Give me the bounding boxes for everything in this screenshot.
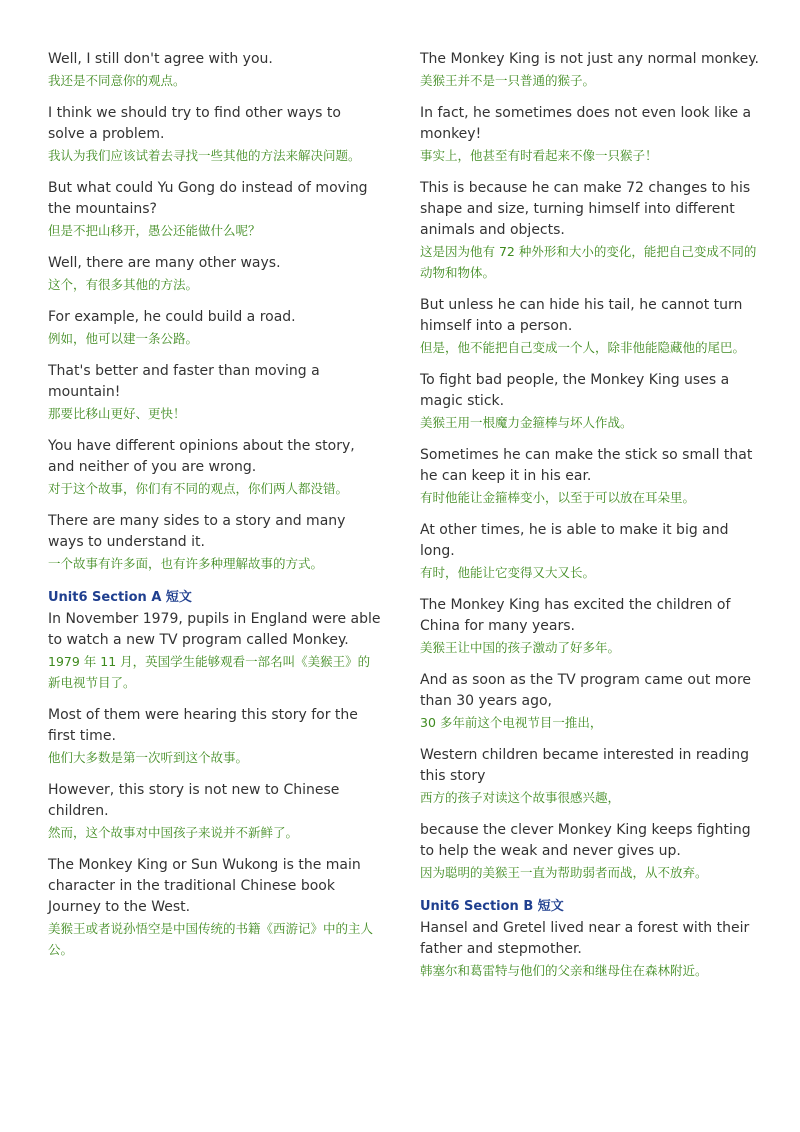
english-sentence: There are many sides to a story and many ways to understand it. [48,513,346,550]
sentence-pair [48,436,382,499]
sentence-pair [420,595,760,658]
chinese-translation: 美猴王并不是一只普通的猴子。 [420,73,596,88]
sentence-pair [420,370,760,433]
sentence-pair [48,253,382,295]
chinese-translation: 这是因为他有 72 种外形和大小的变化，能把自己变成不同的动物和物体。 [420,244,757,280]
english-sentence: And as soon as the TV program came out more than 30 years ago, [420,672,752,709]
english-sentence: Most of them were hearing this story for the first time. [48,707,358,744]
sentence-pair [48,361,382,424]
english-sentence: The Monkey King or Sun Wukong is the main character in the traditional Chinese book Journey to the West. [48,857,361,915]
sentence-pair [420,745,760,808]
english-sentence: The Monkey King has excited the children of China for many years. [420,597,731,634]
chinese-translation: 西方的孩子对读这个故事很感兴趣， [420,790,621,805]
sentence-pair [48,855,382,960]
chinese-translation: 韩塞尔和葛雷特与他们的父亲和继母住在森林附近。 [420,963,708,978]
sentence-pair [48,609,382,693]
left-column [48,49,382,1132]
chinese-translation: 美猴王用一根魔力金箍棒与坏人作战。 [420,415,633,430]
right-pairs-1 [420,49,760,895]
sentence-pair [420,918,760,981]
right-pairs-2 [420,918,760,993]
chinese-translation: 那要比移山更好、更快！ [48,406,186,421]
chinese-translation: 有时他能让金箍棒变小，以至于可以放在耳朵里。 [420,490,696,505]
chinese-translation: 对于这个故事，你们有不同的观点，你们两人都没错。 [48,481,349,496]
sentence-pair [420,295,760,358]
sentence-pair [420,49,760,91]
chinese-translation: 美猴王让中国的孩子激动了好多年。 [420,640,621,655]
sentence-pair [48,49,382,91]
right-column [420,49,760,1132]
chinese-translation: 30 多年前这个电视节目一推出， [420,715,603,730]
english-sentence: because the clever Monkey King keeps fighting to help the weak and never gives up. [420,822,751,859]
sentence-pair [420,103,760,166]
chinese-translation: 这个，有很多其他的方法。 [48,277,199,292]
english-sentence: You have different opinions about the story, and neither of you are wrong. [48,438,355,475]
sentence-pair [48,178,382,241]
section-heading-unit6-a: Unit6 Section A 短文 [48,590,192,605]
english-sentence: Western children became interested in reading this story [420,747,750,784]
sentence-pair [48,511,382,574]
english-sentence: For example, he could build a road. [48,309,296,325]
english-sentence: That's better and faster than moving a mountain! [48,363,320,400]
english-sentence: But what could Yu Gong do instead of moving the mountains? [48,180,368,217]
english-sentence: Well, there are many other ways. [48,255,281,271]
chinese-translation: 1979 年 11 月，英国学生能够观看一部名叫《美猴王》的新电视节目了。 [48,654,371,690]
chinese-translation: 他们大多数是第一次听到这个故事。 [48,750,249,765]
chinese-translation: 然而，这个故事对中国孩子来说并不新鲜了。 [48,825,299,840]
sentence-pair [420,520,760,583]
section-heading-unit6-b: Unit6 Section B 短文 [420,899,564,914]
english-sentence: Well, I still don't agree with you. [48,51,273,67]
english-sentence: In November 1979, pupils in England were able to watch a new TV program called Monkey. [48,611,381,648]
chinese-translation: 美猴王或者说孙悟空是中国传统的书籍《西游记》中的主人公。 [48,921,374,957]
chinese-translation: 因为聪明的美猴王一直为帮助弱者而战，从不放弃。 [420,865,708,880]
chinese-translation: 例如，他可以建一条公路。 [48,331,199,346]
chinese-translation: 我认为我们应该试着去寻找一些其他的方法来解决问题。 [48,148,361,163]
sentence-pair [48,780,382,843]
sentence-pair [48,307,382,349]
chinese-translation: 我还是不同意你的观点。 [48,73,186,88]
english-sentence: However, this story is not new to Chinese children. [48,782,340,819]
sentence-pair [420,670,760,733]
sentence-pair [420,178,760,283]
sentence-pair [420,820,760,883]
chinese-translation: 事实上，他甚至有时看起来不像一只猴子！ [420,148,658,163]
english-sentence: Sometimes he can make the stick so small that he can keep it in his ear. [420,447,753,484]
english-sentence: I think we should try to find other ways to solve a problem. [48,105,341,142]
left-pairs-1 [48,49,382,586]
english-sentence: The Monkey King is not just any normal monkey. [420,51,759,67]
chinese-translation: 但是不把山移开，愚公还能做什么呢？ [48,223,261,238]
sentence-pair [48,103,382,166]
chinese-translation: 但是，他不能把自己变成一个人，除非他能隐藏他的尾巴。 [420,340,746,355]
english-sentence: Hansel and Gretel lived near a forest with their father and stepmother. [420,920,750,957]
chinese-translation: 一个故事有许多面，也有许多种理解故事的方式。 [48,556,324,571]
english-sentence: In fact, he sometimes does not even look like a monkey! [420,105,752,142]
chinese-translation: 有时，他能让它变得又大又长。 [420,565,596,580]
sentence-pair [420,445,760,508]
sentence-pair [48,705,382,768]
english-sentence: But unless he can hide his tail, he cannot turn himself into a person. [420,297,743,334]
english-sentence: This is because he can make 72 changes to his shape and size, turning himself into different animals and objects. [420,180,751,238]
english-sentence: To fight bad people, the Monkey King uses a magic stick. [420,372,730,409]
left-pairs-2 [48,609,382,972]
english-sentence: At other times, he is able to make it big and long. [420,522,729,559]
